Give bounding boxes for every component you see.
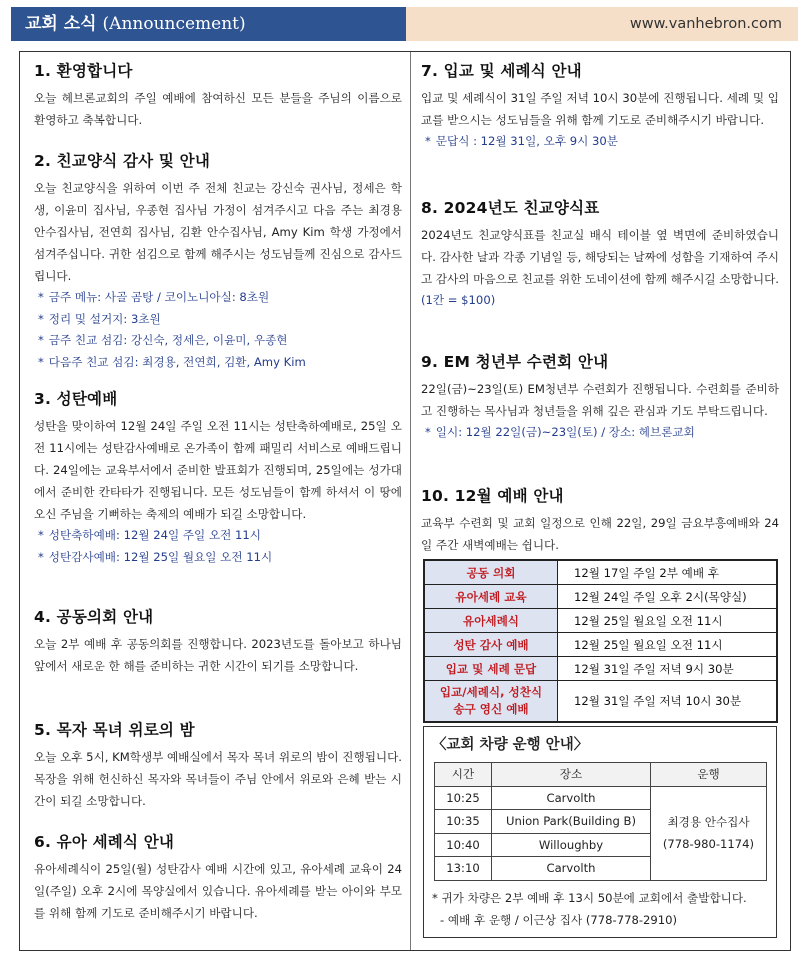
section-shepherd-night xyxy=(34,718,402,812)
section-title: 3. 성탄예배 xyxy=(34,390,118,408)
section-body: 오늘 친교양식을 위하여 이번 주 전체 친교는 강신숙 권사님, 정세은 학생, 이윤미 집사님, 우종현 집사님 가정이 섬겨주시고 다음 주는 최경용 안수집사님, 전연희 집사님, 김환 안수집사님, Amy Kim 학생 가정에서 섬겨주십니다. 귀한 섬김으로 함께 해주시는 성도님들께 진심으로 감사드립니다. xyxy=(34,181,402,283)
vehicle-title: 〈교회 차량 운행 안내〉 xyxy=(432,737,589,753)
bullet-item: * 성탄감사예배: 12월 25일 월요일 오전 11시 xyxy=(38,549,273,564)
section-congregational-meeting xyxy=(34,605,402,677)
time-cell: 12월 25일 월요일 오전 11시 xyxy=(558,609,778,633)
vehicle-notes xyxy=(424,881,776,931)
table-row xyxy=(435,786,767,810)
event-cell: 성탄 감사 예배 xyxy=(424,633,558,657)
place-cell: Carvolth xyxy=(492,857,651,881)
december-schedule-table xyxy=(423,559,778,723)
header-website[interactable]: www.vanhebron.com xyxy=(406,7,798,41)
section-infant-baptism xyxy=(34,830,402,924)
time-cell: 12월 25일 월요일 오전 11시 xyxy=(558,633,778,657)
section-title: 9. EM 청년부 수련회 안내 xyxy=(421,353,609,371)
announcement-frame xyxy=(19,51,791,951)
time-cell: 12월 24일 주일 오후 2시(목양실) xyxy=(558,585,778,609)
table-row xyxy=(424,633,777,657)
time-cell: 12월 31일 주일 저녁 9시 30분 xyxy=(558,657,778,681)
event-cell: 유아세례식 xyxy=(424,609,558,633)
header-title: 교회 소식 xyxy=(25,14,97,34)
section-body: 오늘 오후 5시, KM학생부 예배실에서 목자 목녀 위로의 밤이 진행됩니다. 목장을 위해 헌신하신 목자와 목녀들이 주님 안에서 위로와 은혜 받는 시간이 되길 소망합니다. xyxy=(34,750,402,808)
bullet-item: * 정리 및 설거지: 3초원 xyxy=(38,311,161,326)
section-body: 성탄을 맞이하여 12월 24일 주일 오전 11시는 성탄축하예배로, 25일 오전 11시에는 성탄감사예배로 온가족이 함께 패밀리 서비스로 예배드립니다. 24일에는 교육부서에서 준비한 발표회가 진행되며, 25일에는 성가대에서 준비한 칸타타가 진행됩니다. 모든 성도님들이 함께 하셔서 이 땅에 오신 주님을 기뻐하는 축제의 예배가 되길 소망합니다. xyxy=(34,419,402,521)
section-title: 2. 친교양식 감사 및 안내 xyxy=(34,152,211,170)
section-title: 6. 유아 세례식 안내 xyxy=(34,833,175,851)
event-cell: 입교/세례식, 성찬식 송구 영신 예배 xyxy=(424,681,558,723)
col-header-time: 시간 xyxy=(435,763,492,787)
section-title: 1. 환영합니다 xyxy=(34,62,133,80)
table-header-row xyxy=(435,763,767,787)
section-body: 입교 및 세례식이 31일 주일 저녁 10시 30분에 진행됩니다. 세례 및 입교를 받으시는 성도님들을 위해 함께 기도로 준비해주시기 바랍니다. xyxy=(421,91,779,127)
section-body: 2024년도 친교양식표를 친교실 배식 테이블 옆 벽면에 준비하였습니다. 감사한 날과 각종 기념일 등, 해당되는 날짜에 성함을 기재하여 주시고 감사의 마음으로 친교를 위한 도네이션에 함께 해주시길 소망합니다. xyxy=(421,228,779,286)
bullet-item: * 문답식 : 12월 31일, 오후 9시 30분 xyxy=(425,134,618,148)
price-note: (1칸 = $100) xyxy=(421,293,496,307)
time-cell: 10:25 xyxy=(435,786,492,810)
bullet-item: * 금주 메뉴: 사골 곰탕 / 코이노니아실: 8초원 xyxy=(38,290,270,304)
section-welcome xyxy=(34,59,402,131)
bullet-item: * 성탄축하예배: 12월 24일 주일 오전 11시 xyxy=(38,528,261,542)
section-body: 오늘 2부 예배 후 공동의회를 진행합니다. 2023년도를 돌아보고 하나님 앞에서 새로운 한 해를 준비하는 귀한 시간이 되기를 소망합니다. xyxy=(34,637,402,673)
section-title: 10. 12월 예배 안내 xyxy=(421,487,564,505)
time-cell: 12월 17일 주일 2부 예배 후 xyxy=(558,560,778,585)
place-cell: Carvolth xyxy=(492,786,651,810)
place-cell: Willoughby xyxy=(492,833,651,857)
header-subtitle: (Announcement) xyxy=(102,14,246,34)
col-header-place: 장소 xyxy=(492,763,651,787)
time-cell: 10:40 xyxy=(435,833,492,857)
table-row xyxy=(424,657,777,681)
section-fellowship-schedule-2024 xyxy=(421,196,779,312)
section-body: 교육부 수련회 및 교회 일정으로 인해 22일, 29일 금요부흥예배와 24일 주간 새벽예배는 쉽니다. xyxy=(421,516,779,552)
bullet-item: * 일시: 12월 22일(금)~23일(토) / 장소: 헤브론교회 xyxy=(425,425,695,439)
table-row xyxy=(424,681,777,723)
vehicle-schedule-box xyxy=(423,726,777,938)
return-note: * 귀가 차량은 2부 예배 후 13시 50분에 교회에서 출발합니다. xyxy=(432,890,747,905)
event-cell: 유아세례 교육 xyxy=(424,585,558,609)
header-title-bar xyxy=(11,7,406,41)
section-title: 5. 목자 목녀 위로의 밤 xyxy=(34,721,195,739)
bullet-item: * 다음주 친교 섬김: 최경용, 전연희, 김환, Amy Kim xyxy=(38,354,306,369)
after-service-note: - 예배 후 운행 / 이근상 집사 (778-778-2910) xyxy=(440,912,678,927)
table-row xyxy=(424,560,777,585)
section-body: 유아세례식이 25일(월) 성탄감사 예배 시간에 있고, 유아세례 교육이 24일(주일) 오후 2시에 목양실에서 있습니다. 유아세례를 받는 아이와 부모를 위해 함께 기도로 준비해주시기 바랍니다. xyxy=(34,862,402,920)
col-header-driver: 운행 xyxy=(651,763,767,787)
section-fellowship-meal xyxy=(34,149,402,373)
place-cell: Union Park(Building B) xyxy=(492,810,651,834)
section-title: 7. 입교 및 세례식 안내 xyxy=(421,62,582,80)
section-em-retreat xyxy=(421,350,779,444)
section-december-services xyxy=(421,484,779,556)
driver-cell: 최경용 안수집사 (778-980-1174) xyxy=(651,786,767,880)
section-body: 오늘 헤브론교회의 주일 예배에 참여하신 모든 분들을 주님의 이름으로 환영하고 축복합니다. xyxy=(34,91,402,127)
time-cell: 12월 31일 주일 저녁 10시 30분 xyxy=(558,681,778,723)
section-title: 8. 2024년도 친교양식표 xyxy=(421,199,600,217)
section-body: 22일(금)~23일(토) EM청년부 수련회가 진행됩니다. 수련회를 준비하고 진행하는 목사님과 청년들을 위해 깊은 관심과 기도 부탁드립니다. xyxy=(421,382,779,418)
vehicle-table xyxy=(434,762,767,881)
column-divider xyxy=(410,52,411,950)
table-row xyxy=(424,585,777,609)
bullet-item: * 금주 친교 섬김: 강신숙, 정세은, 이윤미, 우종현 xyxy=(38,333,288,347)
event-cell: 공동 의회 xyxy=(424,560,558,585)
time-cell: 10:35 xyxy=(435,810,492,834)
section-christmas-service xyxy=(34,387,402,568)
event-cell: 입교 및 세례 문답 xyxy=(424,657,558,681)
section-title: 4. 공동의회 안내 xyxy=(34,608,154,626)
time-cell: 13:10 xyxy=(435,857,492,881)
section-confirmation-baptism xyxy=(421,59,779,153)
table-row xyxy=(424,609,777,633)
